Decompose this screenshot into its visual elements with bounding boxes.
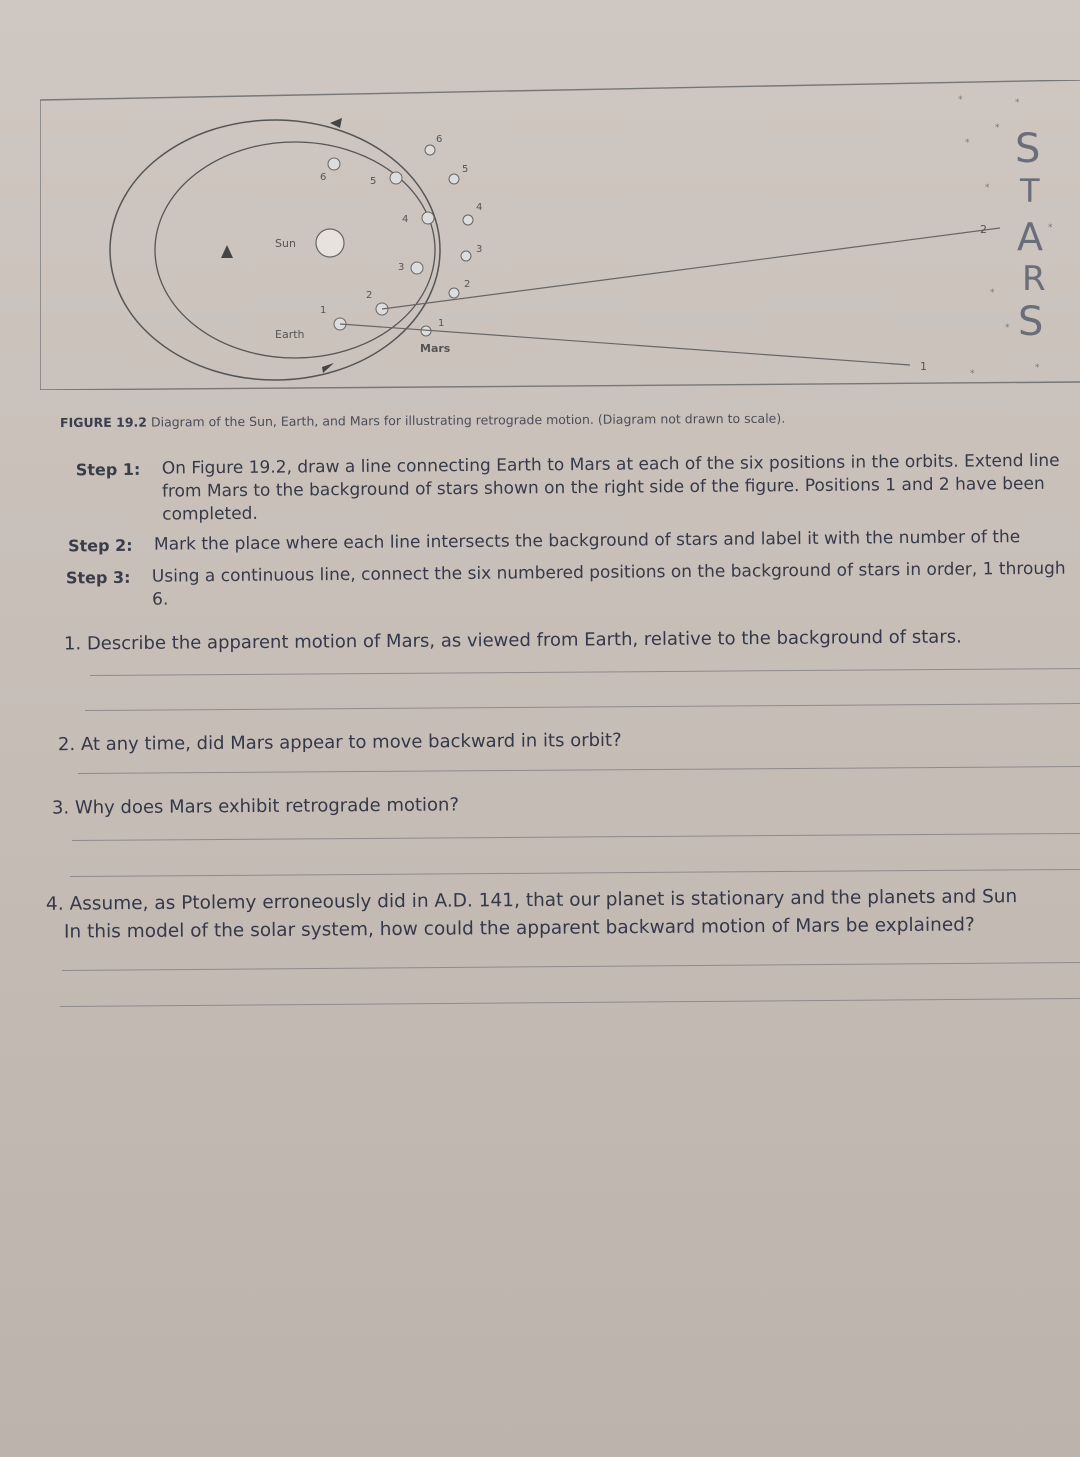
sun-icon (316, 229, 344, 257)
svg-text:*: * (995, 123, 1000, 133)
question-2: 2. At any time, did Mars appear to move backward in its orbit? (57, 729, 622, 756)
svg-text:S: S (1018, 299, 1044, 345)
svg-text:5: 5 (462, 164, 469, 175)
stars-word (1015, 126, 1046, 345)
svg-text:4: 4 (476, 202, 483, 213)
svg-text:*: * (1035, 363, 1040, 373)
answer-line-2[interactable] (78, 766, 1080, 774)
answer-line-1b[interactable] (85, 703, 1080, 711)
svg-text:A: A (1017, 215, 1043, 259)
svg-text:*: * (965, 138, 970, 148)
svg-text:*: * (1015, 98, 1020, 108)
svg-text:R: R (1022, 259, 1046, 299)
figure-19-2 (40, 80, 1080, 390)
answer-line-4a[interactable] (62, 962, 1080, 971)
mars-orbit (110, 120, 443, 380)
star-position-2: 2 (980, 223, 987, 236)
step-1 (76, 450, 1080, 529)
answer-line-3a[interactable] (72, 833, 1080, 841)
question-4: 4. Assume, as Ptolemy erroneously did in A.D. 141, that our planet is stationary and the planets and Sun (45, 886, 1018, 915)
answer-line-4b[interactable] (60, 998, 1080, 1007)
earth-label: Earth (275, 328, 305, 341)
svg-text:2: 2 (366, 290, 373, 301)
svg-text:*: * (1005, 323, 1010, 333)
svg-text:4: 4 (402, 214, 409, 225)
question-1: 1. Describe the apparent motion of Mars, as viewed from Earth, relative to the background of stars. (63, 626, 962, 655)
svg-text:1: 1 (320, 305, 327, 316)
svg-text:*: * (1048, 223, 1053, 233)
svg-text:1: 1 (438, 318, 445, 329)
svg-text:6: 6 (436, 134, 443, 145)
svg-text:S: S (1015, 126, 1041, 172)
step-3 (66, 558, 1080, 617)
star-position-1: 1 (920, 360, 927, 373)
question-4-continued: In this model of the solar system, how could the apparent backward motion of Mars be explained? (63, 914, 975, 943)
sun-label: Sun (275, 237, 296, 250)
step-2 (68, 526, 1080, 559)
step-3-text: Using a continuous line, connect the six numbered positions on the background of stars in order, 1 through 6. (151, 558, 1066, 610)
svg-text:3: 3 (398, 262, 405, 273)
step-2-label: Step 2: (67, 535, 133, 556)
caption-text: Diagram of the Sun, Earth, and Mars for illustrating retrograde motion. (Diagram not drawn to scale). (150, 410, 786, 430)
svg-text:2: 2 (464, 279, 471, 290)
mars-position-labels (436, 134, 482, 329)
svg-text:5: 5 (370, 176, 377, 187)
caption-label: FIGURE 19.2 (59, 414, 148, 431)
sightline-2 (382, 228, 1000, 309)
retrograde-diagram (40, 80, 1080, 390)
answer-line-1a[interactable] (90, 668, 1080, 676)
svg-text:*: * (990, 288, 995, 298)
mars-label: Mars (420, 342, 451, 355)
step-2-text: Mark the place where each line intersects the background of stars and label it with the number of the (153, 527, 1021, 555)
svg-text:T: T (1020, 172, 1040, 210)
step-1-text: On Figure 19.2, draw a line connecting Earth to Mars at each of the six positions in the orbits. Extend line from Mars to the background of stars shown on the right side of the figure. Positions 1 and 2 have been completed. (161, 450, 1060, 525)
svg-text:*: * (970, 369, 975, 379)
step-1-label: Step 1: (75, 459, 141, 480)
svg-text:*: * (985, 183, 990, 193)
step-3-label: Step 3: (65, 567, 131, 588)
figure-caption (60, 409, 1070, 430)
answer-line-3b[interactable] (70, 869, 1080, 877)
svg-text:6: 6 (320, 172, 327, 183)
question-3: 3. Why does Mars exhibit retrograde motion? (51, 794, 460, 819)
svg-text:*: * (958, 95, 963, 105)
svg-text:3: 3 (476, 244, 483, 255)
